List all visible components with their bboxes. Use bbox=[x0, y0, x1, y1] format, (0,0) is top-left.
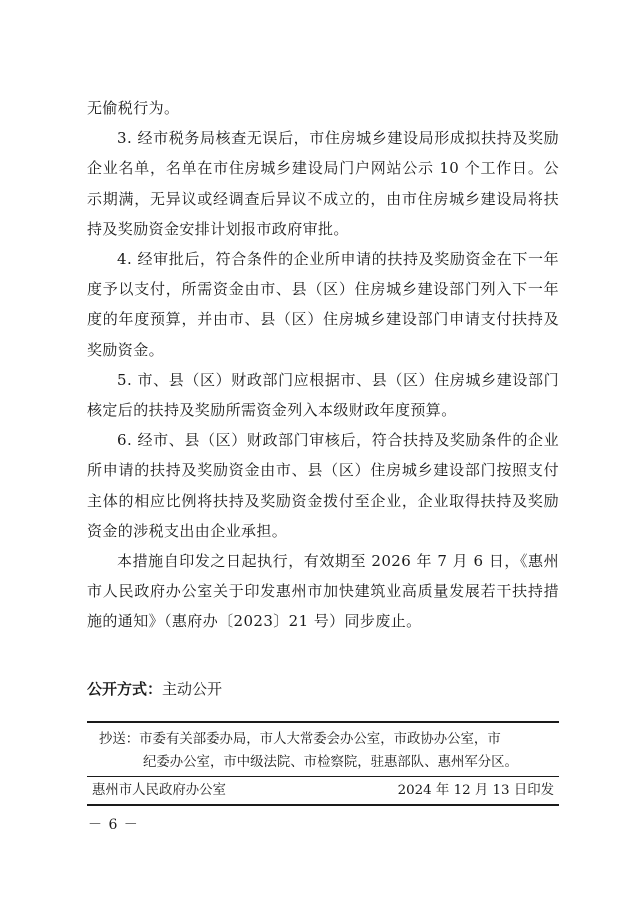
disclosure-value: 主动公开 bbox=[162, 680, 223, 698]
paragraph-validity: 本措施自印发之日起执行，有效期至 2026 年 7 月 6 日，《惠州市人民政府办公室关于印发惠州市加快建筑业高质量发展若干扶持措施的通知》（惠府办〔2023〕21 号）同步废止。 bbox=[87, 552, 559, 631]
page-number: － 6 － bbox=[88, 817, 139, 833]
cc-line-1: 抄送：市委有关部委办局，市人大常委会办公室，市政协办公室，市 bbox=[99, 732, 501, 747]
disclosure-label: 公开方式： bbox=[87, 680, 163, 698]
paragraph-item-6: 6. 经市、县（区）财政部门审核后，符合扶持及奖励条件的企业所申请的扶持及奖励资金由市、县（区）住房城乡建设部门按照支付主体的相应比例将扶持及奖励资金拨付至企业，企业取得扶持及奖励资金的涉税支出由企业承担。 bbox=[87, 431, 559, 540]
top-divider bbox=[87, 721, 559, 723]
paragraph-item-3: 3. 经市税务局核查无误后，市住房城乡建设局形成拟扶持及奖励企业名单，名单在市住房城乡建设局门户网站公示 10 个工作日。公示期满，无异议或经调查后异议不成立的，由市住房城乡建设局将扶持及奖励资金安排计划报市政府审批。 bbox=[87, 129, 559, 238]
cc-list bbox=[99, 728, 555, 774]
issuer: 惠州市人民政府办公室 bbox=[92, 783, 226, 798]
paragraph-item-5: 5. 市、县（区）财政部门应根据市、县（区）住房城乡建设部门核定后的扶持及奖励所需资金列入本级财政年度预算。 bbox=[87, 370, 559, 420]
middle-divider bbox=[87, 776, 559, 777]
paragraph-item-4: 4. 经审批后，符合条件的企业所申请的扶持及奖励资金在下一年度予以支付，所需资金由市、县（区）住房城乡建设部门列入下一年度的年度预算，并由市、县（区）住房城乡建设部门申请支付扶持及奖励资金。 bbox=[87, 250, 559, 359]
disclosure-method bbox=[87, 677, 222, 701]
cc-line-2: 纪委办公室，市中级法院、市检察院，驻惠部队、惠州军分区。 bbox=[143, 755, 518, 770]
paragraph-continuation: 无偷税行为。 bbox=[87, 99, 180, 117]
bottom-divider bbox=[87, 804, 559, 806]
issue-date: 2024 年 12 月 13 日印发 bbox=[397, 783, 554, 798]
body-text bbox=[87, 93, 559, 637]
